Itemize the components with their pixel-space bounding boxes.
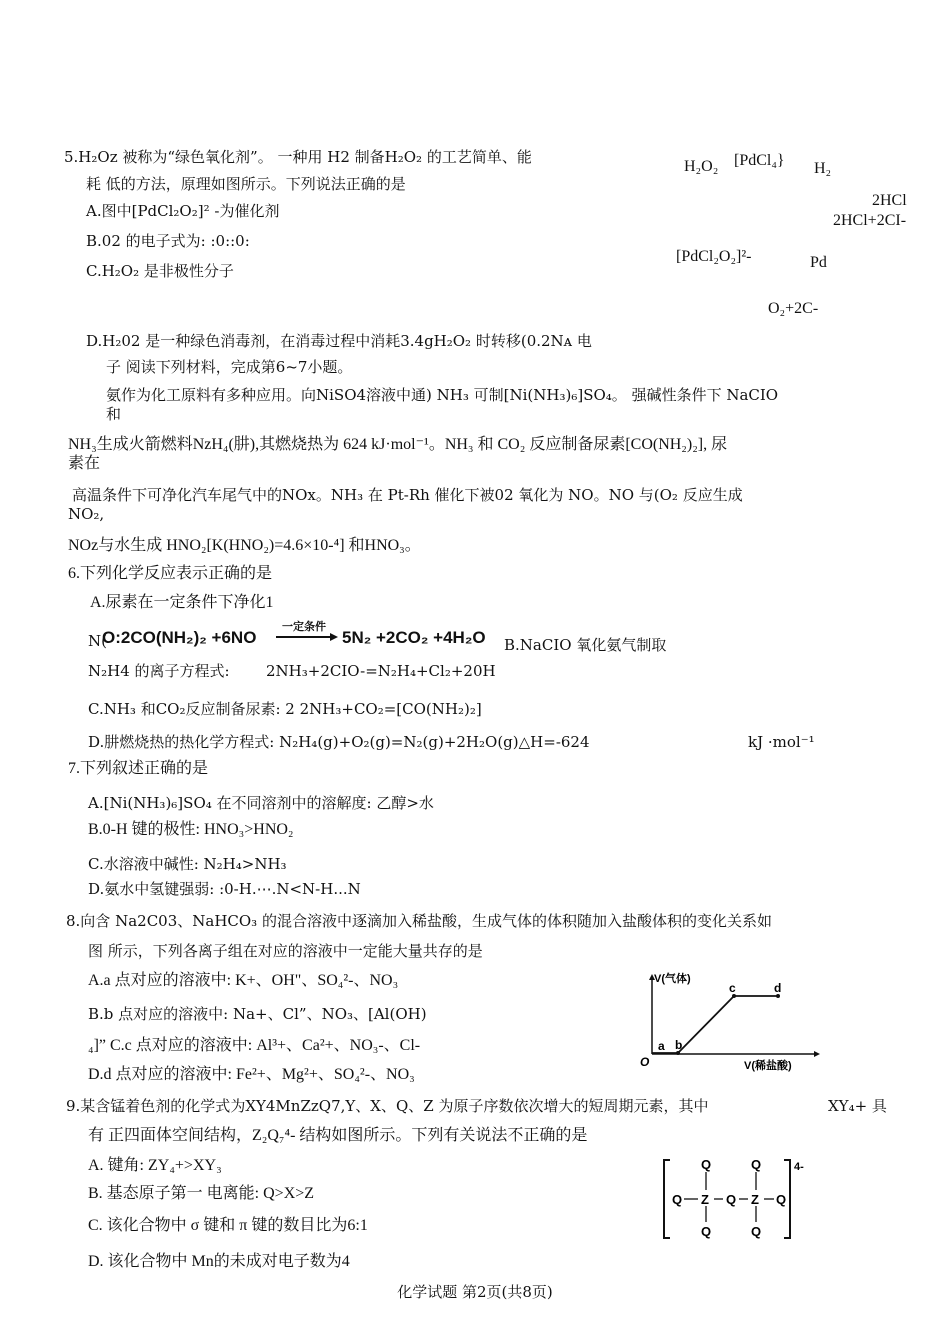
q5-option-a: A.图中[PdCl₂O₂]² -为催化剂 [86,202,280,220]
graph-label-a: a [658,1039,665,1053]
q9-option-c: C. 该化合物中 σ 键和 π 键的数目比为6:1 [88,1217,368,1234]
gas-volume-graph [636,966,824,1078]
q5-option-d: D.H₂02 是一种绿色消毒剂，在消毒过程中消耗3.4gH₂O₂ 时转移(0.2Nᴀ 电 [86,332,592,350]
reaction-arrow-icon [276,632,338,642]
material-line1: 氨作为化工原料有多种应用。向NiSO4溶液中通) NH₃ 可制[Ni(NH₃)₆]SO₄。 强碱性条件下 NaCIO [106,386,779,404]
graph-label-b: b [675,1038,683,1052]
q8-option-d: D.d 点对应的溶液中: Fe²+、Mg²+、SO₄²-、NO₃ [88,1066,415,1083]
diagram-label-pdcl2o2: [PdCl₂O₂]²- [676,248,752,265]
q5-stem-line1: 5.H₂Oz 被称为“绿色氧化剂”。 一种用 H2 制备H₂O₂ 的工艺简单、能 [64,148,532,166]
material-line2: NH₃生成火箭燃料NzH₄(肼),其燃烧热为 624 kJ·mol⁻¹。NH₃ 和 CO₂ 反应制备尿素[CO(NH₂)₂], 尿 [68,436,728,453]
q7-option-b: B.0-H 键的极性: HNO₃>HNO₂ [88,821,294,838]
q8-stem-line1: 8.向含 Na2C03、NaHCO₃ 的混合溶液中逐滴加入稀盐酸，生成气体的体积随加入盐酸体积的变化关系如 [66,912,772,930]
atom-q: Q [701,1157,712,1172]
graph-curve [652,996,778,1053]
atom-q: Q [751,1157,762,1172]
atom-z: Z [751,1192,759,1207]
diagram-label-pdcl4: [PdCl₄} [734,152,785,169]
q8-option-b: B.b 点对应的溶液中: Na+、Cl”、NO₃、[Al(OH) [88,1005,427,1023]
graph-y-label: V(气体) [654,973,691,985]
graph-origin-label: O [640,1055,650,1069]
q6-equation-condition: 一定条件 [282,621,326,633]
q9-option-b: B. 基态原子第一 电离能: Q>X>Z [88,1185,315,1202]
graph-x-arrow-icon [814,1051,820,1057]
atom-q: Q [776,1192,787,1207]
q9-option-d: D. 该化合物中 Mn的未成对电子数为4 [88,1253,350,1270]
q6-option-b: B.NaCIO 氧化氨气制取 [504,636,667,654]
diagram-label-o2: O₂+2C- [768,300,819,317]
q7-stem: 7.下列叙述正确的是 [68,760,209,777]
q6-option-c: C.NH₃ 和CO₂反应制备尿素: 2 2NH₃+CO₂=[CO(NH₂)₂] [88,700,482,718]
q9-stem-line1: 9.某含锰着色剂的化学式为XY4MnZzQ7,Y、X、Q、Z 为原子序数依次增大的短周期元素，其中 [66,1097,709,1115]
diagram-label-h2: H₂ [814,160,832,177]
q7-option-d: D.氨水中氢键强弱: :0-H.⋯.N<N-H...N [88,880,361,898]
atom-q: Q [701,1224,712,1239]
q6-equation-right: 5N₂ +2CO₂ +4H₂O [342,628,486,647]
q6-d-unit: kJ ·mol⁻¹ [748,733,815,751]
q9-stem-line1-tail: XY₄+ 具 [828,1097,887,1115]
atom-z: Z [701,1192,709,1207]
q8-option-a: A.a 点对应的溶液中: K+、OH"、SO₄²-、NO₃ [88,972,399,989]
q8-stem-line2: 图 所示，下列各离子组在对应的溶液中一定能大量共存的是 [88,942,483,960]
material-line3b: NO₂, [68,505,105,523]
structure-charge: 4- [794,1161,804,1173]
diagram-label-pd: Pd [810,254,827,271]
z2q7-structure [658,1152,828,1244]
q6-option-d: D.肼燃烧热的热化学方程式: N₂H₄(g)+O₂(g)=N₂(g)+2H₂O(g)△H=-624 [88,733,590,751]
bracket-left [664,1160,670,1238]
graph-x-label: V(稀盐酸) [744,1060,792,1072]
q6-stem: 6.下列化学反应表示正确的是 [68,565,273,582]
q9-option-a: A. 键角: ZY₄+>XY₃ [88,1157,222,1174]
material-line1b: 和 [106,405,122,423]
q6-b-prefix: N₂H4 的离子方程式: [88,662,230,680]
q8-option-b-cont: ₄]” C.c 点对应的溶液中: Al³+、Ca²+、NO₃-、Cl- [88,1037,421,1054]
q7-option-c: C.水溶液中碱性: N₂H₄>NH₃ [88,855,287,873]
graph-label-c: c [729,981,736,995]
q6-b-equation: 2NH₃+2CIO-=N₂H₄+Cl₂+20H [266,662,496,680]
q7-option-a: A.[Ni(NH₃)₆]SO₄ 在不同溶剂中的溶解度: 乙醇>水 [88,794,434,812]
diagram-label-2hcl-2cl: 2HCl+2CI- [833,212,907,229]
q5-option-b: B.02 的电子式为: :0::0: [86,232,250,250]
q6-equation-left: O:2CO(NH₂)₂ +6NO [102,628,257,647]
q9-stem-line2: 有 正四面体空间结构，Z₂Q₇⁴- 结构如图所示。下列有关说法不正确的是 [88,1127,588,1144]
q5-option-c: C.H₂O₂ 是非极性分子 [86,262,234,280]
atom-q: Q [672,1192,683,1207]
graph-label-d: d [774,981,782,995]
diagram-label-2hcl: 2HCl [872,192,907,209]
diagram-label-h2o2: H₂O₂ [684,158,719,175]
atom-q: Q [751,1224,762,1239]
page-footer: 化学试题 第2页(共8页) [397,1283,553,1301]
q6-a-prefix: N( [88,632,107,650]
material-line3: 高温条件下可净化汽车尾气中的NOx。NH₃ 在 Pt-Rh 催化下被02 氧化为 NO。NO 与(O₂ 反应生成 [72,486,743,504]
atom-q: Q [726,1192,737,1207]
q6-option-a: A.尿素在一定条件下净化1 [90,594,274,611]
material-line2b: 素在 [68,455,101,472]
material-intro: 子 阅读下列材料，完成第6~7小题。 [106,358,353,376]
q5-stem-line2: 耗 低的方法，原理如图所示。下列说法正确的是 [86,175,406,193]
material-line4: NOz与水生成 HNO₂[K(HNO₂)=4.6×10-⁴] 和HNO₃。 [68,537,421,554]
